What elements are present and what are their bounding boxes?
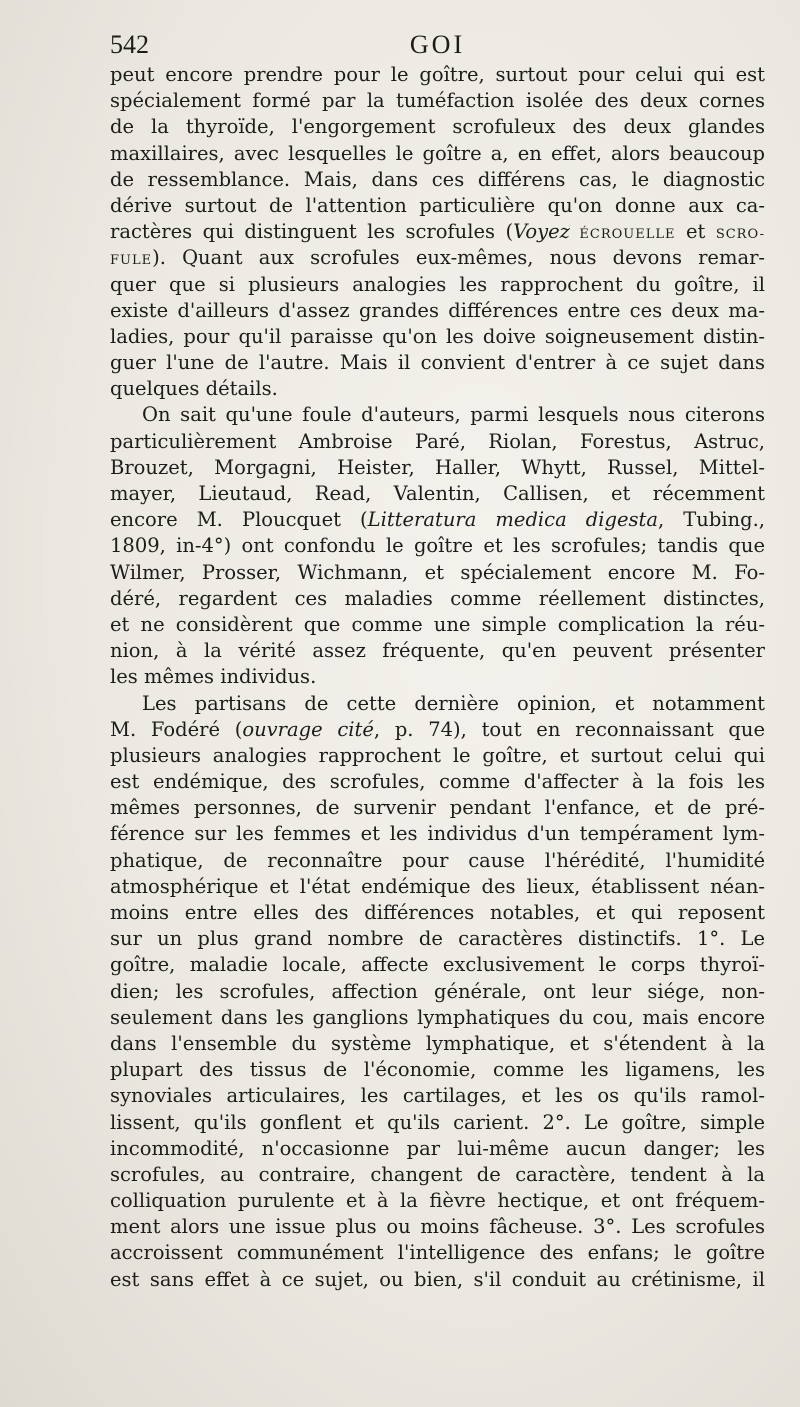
page-number: 542 — [110, 30, 149, 59]
text-line — [110, 219, 765, 245]
text-line: sur un plus grand nombre de caractères distinctifs. 1°. Le — [110, 927, 765, 951]
running-head — [110, 30, 765, 64]
text-line: spécialement formé par la tuméfaction isolée des deux cornes — [110, 89, 765, 113]
text-line: incommodité, n'occasionne par lui-même aucun danger; les — [110, 1136, 765, 1160]
text-line: Brouzet, Morgagni, Heister, Haller, Whytt, Russel, Mittel- — [110, 455, 765, 479]
text-line: ment alors une issue plus ou moins fâcheuse. 3°. Les scrofules — [110, 1215, 765, 1239]
text-line: de ressemblance. Mais, dans ces différens cas, le diagnostic — [110, 167, 765, 191]
text-line: seulement dans les ganglions lymphatiques du cou, mais encore — [110, 1005, 765, 1029]
text-line: On sait qu'une foule d'auteurs, parmi lesquels nous citerons — [142, 403, 765, 427]
text-line: ladies, pour qu'il paraisse qu'on les doive soigneusement distin- — [110, 324, 765, 348]
smallcaps-run: SCRO- — [715, 227, 765, 243]
text-line: scrofules, au contraire, changent de caractère, tendent à la — [110, 1162, 765, 1186]
text-line: mayer, Lieutaud, Read, Valentin, Callisen, et récemment — [110, 482, 765, 505]
text-line: guer l'une de l'autre. Mais il convient d'entrer à ce sujet dans — [110, 351, 765, 375]
text-line: maxillaires, avec lesquelles le goître a, en effet, alors beaucoup — [110, 141, 765, 165]
text-line: accroissent communément l'intelligence des enfans; le goître — [110, 1241, 765, 1265]
text-line: particulièrement Ambroise Paré, Riolan, Forestus, Astruc, — [110, 429, 765, 453]
text-run: et — [675, 220, 716, 244]
text-line: lissent, qu'ils gonflent et qu'ils carient. 2°. Le goître, simple — [110, 1110, 765, 1134]
text-line: nion, à la vérité assez fréquente, qu'en peuvent présenter — [110, 639, 765, 663]
smallcaps-run: FULE — [110, 253, 153, 269]
text-line: 1809, in-4°) ont confondu le goître et les scrofules; tandis que — [110, 534, 765, 558]
text-line: de la thyroïde, l'engorgement scrofuleux des deux glandes — [110, 115, 765, 139]
body-text — [110, 62, 765, 1293]
text-line: Les partisans de cette dernière opinion, et notamment — [142, 691, 765, 715]
text-line: les mêmes individus. — [110, 665, 317, 689]
text-line: phatique, de reconnaître pour cause l'hérédité, l'humidité — [110, 848, 765, 872]
text-line: atmosphérique et l'état endémique des lieux, établissent néan- — [110, 874, 765, 898]
running-title: GOI — [409, 30, 466, 59]
text-line: déré, regardent ces maladies comme réellement distinctes, — [110, 586, 765, 610]
smallcaps-run: ÉCROUELLE — [569, 227, 676, 243]
text-run: , Tubing., — [658, 508, 766, 532]
italic-run: Litteratura medica digesta — [367, 508, 658, 532]
text-line: peut encore prendre pour le goître, surtout pour celui qui est — [110, 63, 765, 86]
italic-run: Voyez — [513, 220, 570, 244]
text-line: quelques détails. — [110, 377, 278, 401]
text-line — [110, 717, 765, 743]
text-run: M. Fodéré ( — [110, 717, 243, 741]
text-run: , p. 74), tout en reconnaissant que — [373, 717, 765, 741]
text-line: est endémique, des scrofules, comme d'affecter à la fois les — [110, 770, 765, 794]
text-line: mêmes personnes, de survenir pendant l'enfance, et de pré- — [110, 796, 765, 820]
italic-run: ouvrage cité — [242, 717, 374, 741]
text-line: synoviales articulaires, les cartilages, et les os qu'ils ramol- — [110, 1084, 765, 1108]
text-line: plupart des tissus de l'économie, comme les ligamens, les — [110, 1058, 765, 1082]
text-line: est sans effet à ce sujet, ou bien, s'il conduit au crétinisme, il — [110, 1267, 765, 1291]
text-line: dans l'ensemble du système lymphatique, et s'étendent à la — [110, 1031, 765, 1055]
text-run: encore M. Ploucquet ( — [110, 508, 368, 532]
text-line: et ne considèrent que comme une simple complication la réu- — [110, 612, 765, 636]
text-line: Wilmer, Prosser, Wichmann, et spécialement encore M. Fo- — [110, 560, 765, 584]
text-line: existe d'ailleurs d'assez grandes différences entre ces deux ma- — [110, 298, 765, 322]
text-line: colliquation purulente et à la fièvre hectique, et ont fréquem- — [110, 1189, 765, 1213]
text-run: ). Quant aux scrofules eux-mêmes, nous devons remar- — [152, 246, 765, 270]
text-line: dérive surtout de l'attention particulière qu'on donne aux ca- — [110, 193, 765, 217]
text-line — [110, 245, 765, 271]
text-line: férence sur les femmes et les individus d'un tempérament lym- — [110, 822, 765, 846]
text-line: dien; les scrofules, affection générale, ont leur siége, non- — [110, 979, 765, 1003]
text-line — [110, 507, 765, 533]
text-line: plusieurs analogies rapprochent le goître, et surtout celui qui — [110, 743, 765, 767]
text-line: quer que si plusieurs analogies les rapprochent du goître, il — [110, 272, 765, 296]
text-line: moins entre elles des différences notables, et qui reposent — [110, 901, 765, 924]
text-line: goître, maladie locale, affecte exclusivement le corps thyroï- — [110, 953, 765, 977]
text-run: ractères qui distinguent les scrofules ( — [110, 220, 514, 244]
